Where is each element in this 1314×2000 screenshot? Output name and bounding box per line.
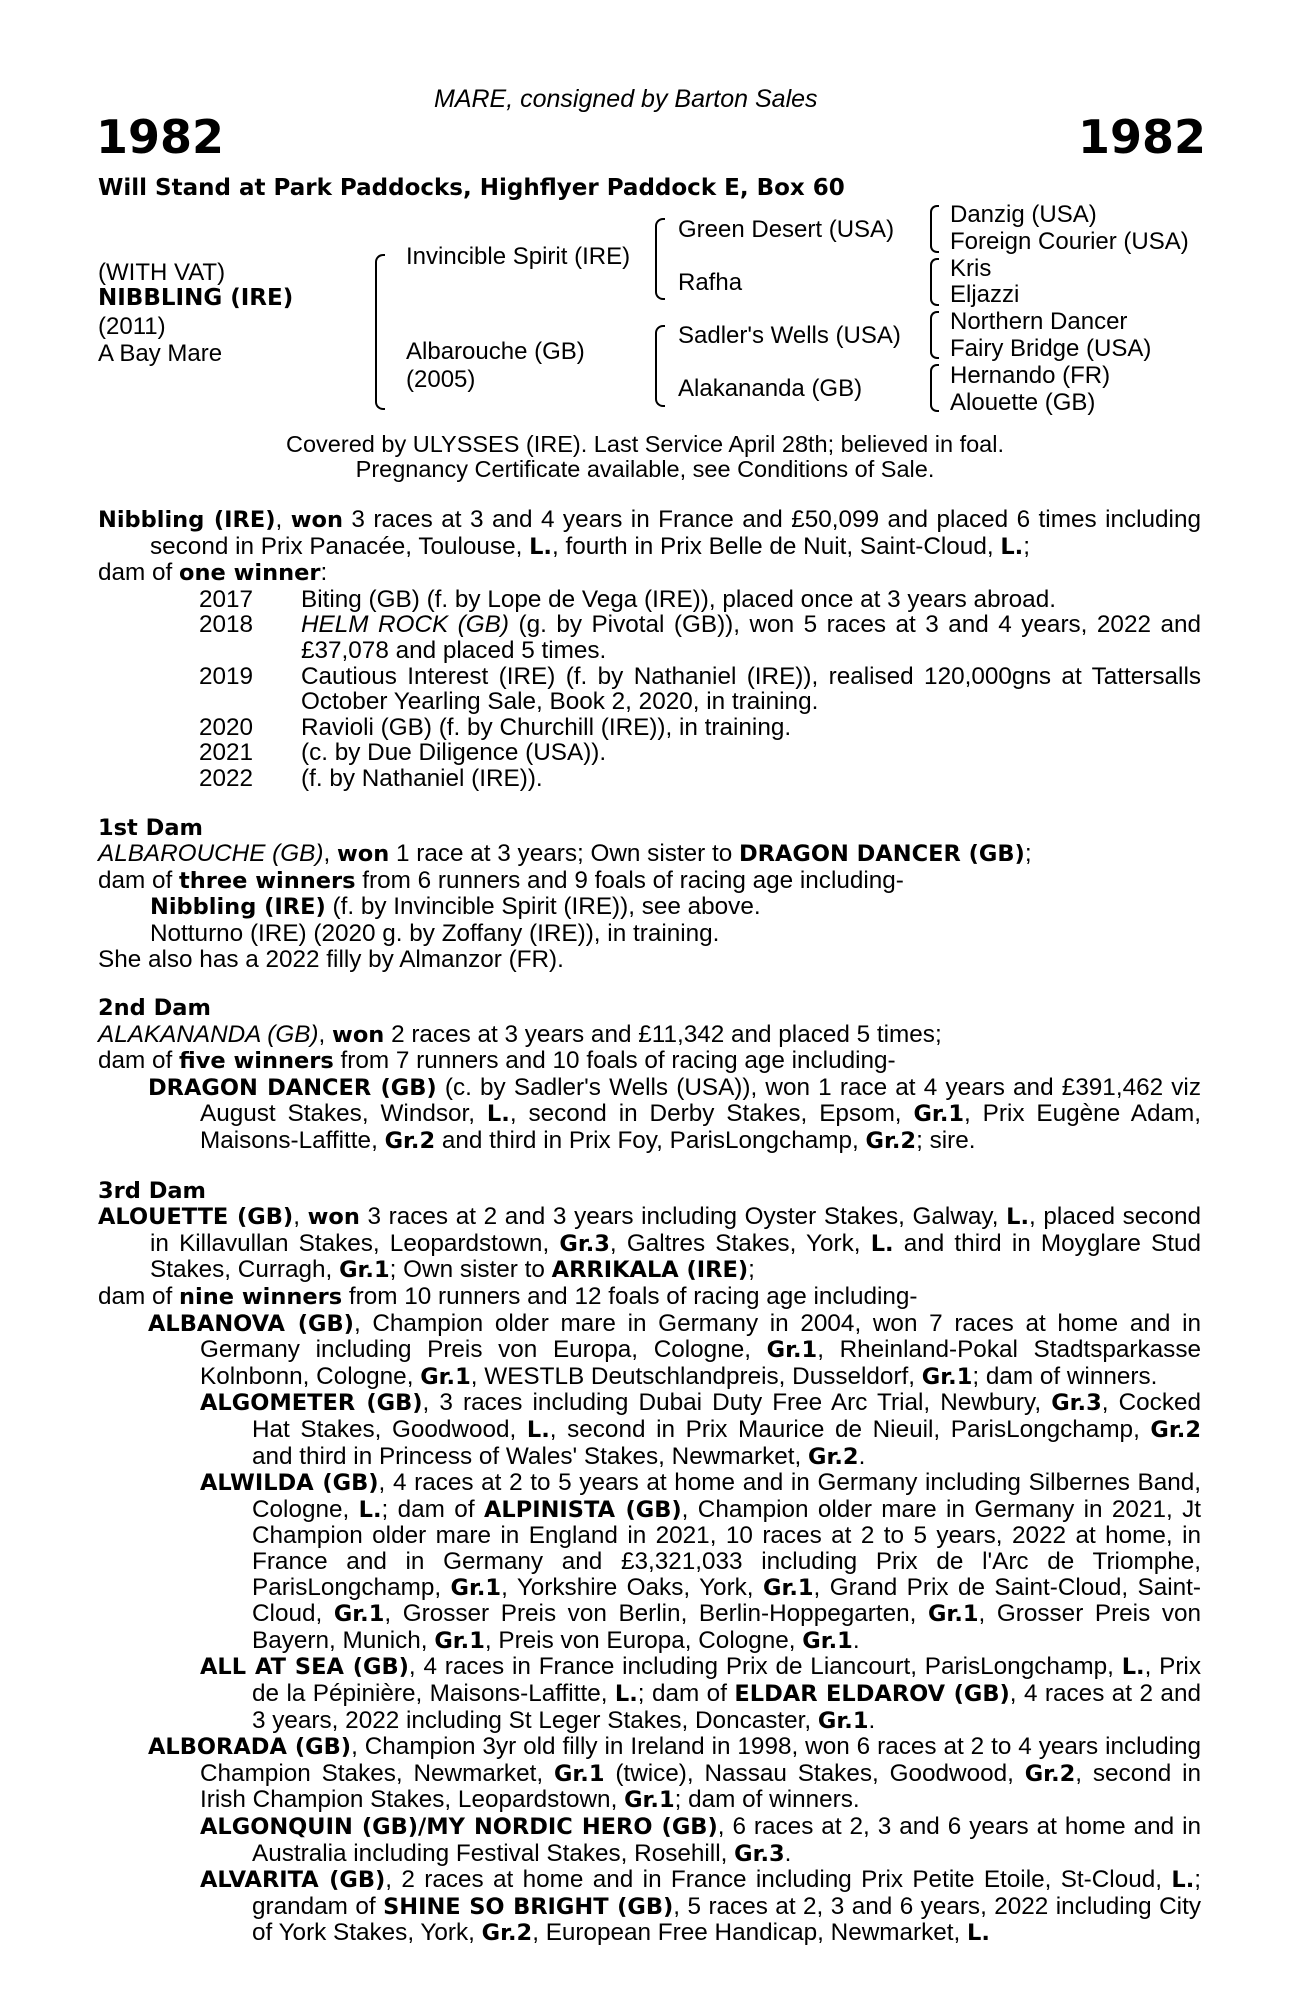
dam1-text: from 6 runners and 9 foals of racing age including- [355,866,904,894]
dam2-text: from 7 runners and 10 foals of racing age including- [333,1047,896,1075]
dam-year: (2005) [406,366,476,393]
progeny-text: , WESTLB Deutschlandpreis, Dusseldorf, [470,1362,922,1390]
progeny-text: ; grandam of [252,1866,1202,1920]
progeny-text: , Prix de la Pépinière, Maisons-Laffitte, [252,1653,1201,1707]
listed-mark: L. [870,1230,894,1257]
listed-mark: L. [486,1101,510,1128]
albanova-entry [98,1311,1201,1391]
progeny-name: ALWILDA (GB) [200,1470,379,1497]
won-label: won [336,841,390,868]
dam2-paragraph: ALAKANANDA (GB), won 2 races at 3 years and £11,342 and placed 5 times; [98,1020,942,1048]
progeny-text: and third in Prix Foy, ParisLongchamp, [435,1127,866,1155]
algometer-entry [98,1390,1201,1470]
brace-4b [930,258,939,306]
dam1-text: 1 race at 3 years; Own sister to [389,840,739,868]
progeny-text: Biting (GB) (f. by Lope de Vega (IRE)), placed once at 3 years abroad. [301,585,1056,613]
grand-progeny-name: ELDAR ELDAROV (GB) [734,1680,1010,1707]
progeny-text: , 4 races at 2 and 3 years, 2022 including St Leger Stakes, Doncaster, [252,1679,1201,1734]
group-mark: Gr.1 [450,1574,502,1601]
dam3-text: , Galtres Stakes, York, [609,1229,871,1257]
progeny-text: , Prix Eugène Adam, Maisons-Laffitte, [200,1100,1201,1155]
brace-dam [655,325,665,407]
dam3-text: ; Own sister to [389,1256,552,1284]
dam2-dam-of [98,1048,1201,1075]
brace-4d [930,364,939,412]
progeny-name: ALVARITA (GB) [200,1867,386,1894]
sds: Kris [950,255,992,282]
group-mark: Gr.1 [766,1337,818,1364]
winners-count: nine winners [179,1284,343,1311]
group-mark: Gr.1 [420,1363,471,1390]
dam-sire: Sadler's Wells (USA) [678,322,901,349]
progeny-text: , 4 races in France including Prix de Liancourt, ParisLongchamp, [408,1653,1122,1681]
group-mark: Gr.3 [1051,1390,1102,1417]
listed-mark: L. [614,1680,638,1707]
catalogue-text [98,507,1201,1947]
progeny-text: , Preis von Europa, Cologne, [484,1626,803,1654]
progeny-text: Ravioli (GB) (f. by Churchill (IRE)), in training. [301,713,792,741]
horse-year: (2011) [98,313,166,340]
sire-sire: Green Desert (USA) [678,216,895,243]
dss: Northern Dancer [950,308,1128,335]
dam1-heading: 1st Dam [98,814,203,841]
allatsea-entry [98,1654,1201,1734]
dam-of-label: dam of [98,559,180,587]
dam-of-label: dam of [98,866,180,894]
progeny-text: (f. by Invincible Spirit (IRE)), see above. [325,893,761,921]
dds: Hernando (FR) [950,362,1111,389]
covered-line-2: Pregnancy Certificate available, see Conditions of Sale. [355,456,935,482]
progeny-text: , Yorkshire Oaks, York, [501,1573,763,1601]
progeny-text: (f. by Nathaniel (IRE)). [301,764,543,792]
dam1-paragraph: ALBAROUCHE (GB), won 1 race at 3 years; Own sister to DRAGON DANCER (GB); [98,840,1032,868]
sdd: Eljazzi [950,281,1020,308]
colon: : [320,559,328,587]
intro-horse-name: Nibbling (IRE) [98,507,276,533]
group-mark: Gr.1 [434,1627,485,1654]
listed-mark: L. [358,1496,382,1523]
group-mark: Gr.2 [808,1443,859,1470]
dam2-name: ALAKANANDA (GB) [98,1020,319,1048]
dam2-progeny-1 [98,1075,1201,1155]
progeny-text: , 2 races at home and in France including Prix Petite Etoile, St-Cloud, [385,1866,1172,1894]
progeny-text: , Rheinland-Pokal Stadtsparkasse Kolnbonn, Cologne, [200,1336,1201,1390]
group-mark: Gr.1 [927,1601,979,1628]
alborada-entry [98,1734,1201,1814]
brace-4c [930,311,939,359]
group-mark: Gr.1 [553,1760,605,1787]
group-mark: Gr.2 [865,1128,917,1155]
dam1-progeny-2: Notturno (IRE) (2020 g. by Zoffany (IRE)), in training. [150,919,720,947]
progeny-name: DRAGON DANCER (GB) [148,1074,437,1101]
won-label: won [307,1204,360,1231]
progeny-text: . [852,1626,860,1654]
progeny-text: , European Free Handicap, Newmarket, [532,1919,968,1947]
progeny-year: 2021 [199,739,254,767]
group-mark: Gr.3 [559,1230,610,1257]
progeny-name: ALBANOVA (GB) [148,1310,354,1337]
progeny-row [98,587,1201,613]
progeny-text: , 6 races at 2, 3 and 6 years at home and in Australia including Festival Stakes, Rosehill, [252,1812,1201,1867]
dam-name: Albarouche (GB) [406,338,585,365]
progeny-name: ALBORADA (GB) [148,1734,352,1761]
intro-won: won [290,507,343,533]
alwilda-entry [98,1470,1201,1654]
horse-description: A Bay Mare [98,340,223,367]
progeny-text: . [858,1442,866,1470]
ddd: Alouette (GB) [950,389,1096,416]
progeny-year: 2018 [199,611,254,639]
dam3-dam-of [98,1284,1201,1311]
intro-dam-of [98,560,1201,587]
progeny-name: HELM ROCK (GB) [301,611,509,639]
group-mark: Gr.1 [333,1601,385,1628]
dam1-progeny-1 [98,894,1201,921]
dam1-name: ALBAROUCHE (GB) [98,840,324,868]
progeny-text: ; dam of [637,1679,735,1707]
progeny-text: , 5 races at 2, 3 and 6 years, 2022 including City of York Stakes, York, [252,1892,1201,1947]
dam3-paragraph: ALOUETTE (GB), won 3 races at 2 and 3 years including Oyster Stakes, Galway, L., placed second in Killavullan Stakes, Leopardstown, Gr.3, Galtres Stakes, York, L. and third in Moyglare Stud Stakes, Curragh, Gr.1; Own sister to ARRIKALA (IRE); [98,1203,1201,1284]
brace-sire [655,218,665,300]
progeny-text: , 4 races at 2 to 5 years at home and in Germany including Silbernes Band, Cologne, [252,1469,1202,1523]
progeny-text: , Grosser Preis von Berlin, Berlin-Hoppegarten, [384,1600,928,1628]
progeny-name: Nibbling (IRE) [150,894,326,921]
progeny-text: . [784,1839,792,1867]
sire-dam: Rafha [678,269,743,296]
progeny-name: ALGOMETER (GB) [200,1390,423,1417]
group-mark: Gr.3 [734,1840,785,1867]
dam-dam: Alakananda (GB) [678,375,863,402]
progeny-row [98,612,1201,663]
horse-name: NIBBLING (IRE) [98,285,294,311]
progeny-text: and third in Princess of Wales' Stakes, Newmarket, [252,1442,809,1470]
progeny-text: , second in Prix Maurice de Nieuil, ParisLongchamp, [549,1416,1151,1443]
dam1-text: ; [1024,840,1032,868]
winners-count: five winners [179,1048,334,1075]
listed-mark: L. [1121,1654,1145,1681]
group-mark: Gr.1 [624,1787,675,1814]
dam2-heading: 2nd Dam [98,995,211,1022]
progeny-row [98,766,1201,792]
group-mark: Gr.1 [802,1627,853,1654]
intro-text-2: , fourth in Prix Belle de Nuit, Saint-Cloud, [551,532,1001,560]
group-mark: Gr.1 [913,1101,965,1128]
dam3-heading: 3rd Dam [98,1177,206,1204]
sire-name: Invincible Spirit (IRE) [406,243,631,270]
winners-count: three winners [179,867,356,894]
listed-mark: L. [1000,533,1024,560]
progeny-text: , Grosser Preis von Bayern, Munich, [252,1600,1201,1654]
lot-number-right: 1982 [1077,110,1206,164]
covered-line-1: Covered by ULYSSES (IRE). Last Service April 28th; believed in foal. [286,431,1004,457]
dam1-also: She also has a 2022 filly by Almanzor (FR). [98,945,564,973]
lot-number-left: 1982 [96,110,225,164]
progeny-text: , second in Irish Champion Stakes, Leopardstown, [200,1759,1201,1814]
dam-of-label: dam of [98,1047,180,1075]
group-mark: Gr.2 [384,1128,436,1155]
progeny-text: (twice), Nassau Stakes, Goodwood, [604,1759,1025,1787]
dam3-name: ALOUETTE (GB) [98,1204,294,1231]
dam3-sister: ARRIKALA (IRE) [551,1257,749,1284]
covered-note [0,432,1290,482]
progeny-name: ALL AT SEA (GB) [200,1654,409,1681]
dam3-text: ; [748,1256,755,1284]
brace-main [375,254,385,410]
listed-mark: L. [526,1417,550,1443]
alvarita-entry [98,1867,1201,1947]
progeny-text: , Champion older mare in Germany in 2004, won 7 races at home and in Germany including Preis von Europa, Cologne, [200,1309,1202,1364]
progeny-name: ALGONQUIN (GB)/MY NORDIC HERO (GB) [200,1813,718,1840]
listed-mark: L. [529,533,552,560]
intro-text-1: 3 races at 3 and 4 years in France and £50,099 and placed 6 times including second in Prix Panacée, Toulouse, [150,506,1201,560]
progeny-text: ; dam of [381,1495,484,1523]
group-mark: Gr.1 [817,1707,869,1734]
stand-location: Will Stand at Park Paddocks, Highflyer Paddock E, Box 60 [98,175,845,201]
sss: Danzig (USA) [950,201,1097,228]
group-mark: Gr.2 [481,1920,533,1947]
listed-mark: L. [1171,1867,1195,1894]
dsd: Fairy Bridge (USA) [950,335,1152,362]
dam1-dam-of [98,868,1201,895]
dam3-text: from 10 runners and 12 foals of racing age including- [342,1283,918,1311]
progeny-text: , Cocked Hat Stakes, Goodwood, [252,1389,1201,1443]
progeny-year: 2022 [199,764,254,792]
progeny-text: , Champion 3yr old filly in Ireland in 1998, won 6 races at 2 to 4 years including Champion Stakes, Newmarket, [200,1733,1201,1787]
grand-progeny-name: ALPINISTA (GB) [483,1496,682,1523]
grand-progeny-name: SHINE SO BRIGHT (GB) [383,1893,674,1920]
dam3-text: and third in Moyglare Stud Stakes, Curragh, [150,1229,1201,1284]
consignor-line: MARE, consigned by Barton Sales [434,85,818,113]
dam3-text: , placed second in Killavullan Stakes, Leopardstown, [150,1203,1201,1257]
progeny-year: 2017 [199,585,254,613]
group-mark: Gr.2 [1150,1417,1201,1443]
progeny-text: , 3 races including Dubai Duty Free Arc Trial, Newbury, [422,1389,1052,1417]
group-mark: Gr.2 [1024,1760,1076,1787]
progeny-text: (g. by Pivotal (GB)), won 5 races at 3 and 4 years, 2022 and £37,078 and placed 5 times. [301,611,1202,664]
progeny-text: Cautious Interest (IRE) (f. by Nathaniel (IRE)), realised 120,000gns at Tattersalls October Yearling Sale, Book 2, 2020, in training. [301,662,1201,716]
brace-4a [930,205,939,253]
progeny-year: 2019 [199,662,254,690]
vat-note: (WITH VAT) [98,259,226,286]
dam2-text: 2 races at 3 years and £11,342 and placed 5 times; [384,1020,942,1048]
dam-of-label: dam of [98,1283,180,1311]
winners-count: one winner [179,560,321,587]
progeny-row [98,740,1201,766]
algonquin-entry [98,1814,1201,1867]
dam1-sister: DRAGON DANCER (GB) [739,841,1025,868]
intro-paragraph: Nibbling (IRE), won 3 races at 3 and 4 years in France and £50,099 and placed 6 times including second in Prix Panacée, Toulouse, L., fourth in Prix Belle de Nuit, Saint-Cloud, L.; [98,506,1201,560]
progeny-text: (c. by Sadler's Wells (USA)), won 1 race at 4 years and £391,462 viz August Stakes, Windsor, [200,1073,1201,1128]
progeny-row [98,715,1201,741]
dam3-text: 3 races at 2 and 3 years including Oyster Stakes, Galway, [359,1203,1007,1231]
group-mark: Gr.1 [921,1363,973,1390]
progeny-text: , second in Derby Stakes, Epsom, [509,1100,914,1128]
progeny-text: . [868,1706,876,1734]
progeny-text: ; dam of winners. [674,1786,860,1814]
progeny-text: , Grand Prix de Saint-Cloud, Saint-Cloud, [252,1573,1201,1628]
progeny-text: , Champion older mare in Germany in 2021, Jt Champion older mare in England in 2021, 10 races at 2 to 5 years, 2022 at home, in France and in Germany and £3,321,033 including Prix de l'Arc de Triomphe, ParisLongchamp, [252,1495,1201,1601]
progeny-row [98,664,1201,715]
group-mark: Gr.1 [762,1574,814,1601]
progeny-text: ; dam of winners. [972,1362,1158,1390]
group-mark: Gr.1 [339,1257,390,1284]
listed-mark: L. [967,1920,990,1947]
ssd: Foreign Courier (USA) [950,228,1189,255]
intro-text-3: ; [1023,532,1030,560]
progeny-text: (c. by Due Diligence (USA)). [301,739,607,767]
progeny-text: ; sire. [916,1127,976,1155]
won-label: won [332,1021,385,1048]
progeny-year: 2020 [199,713,254,741]
listed-mark: L. [1006,1204,1030,1231]
